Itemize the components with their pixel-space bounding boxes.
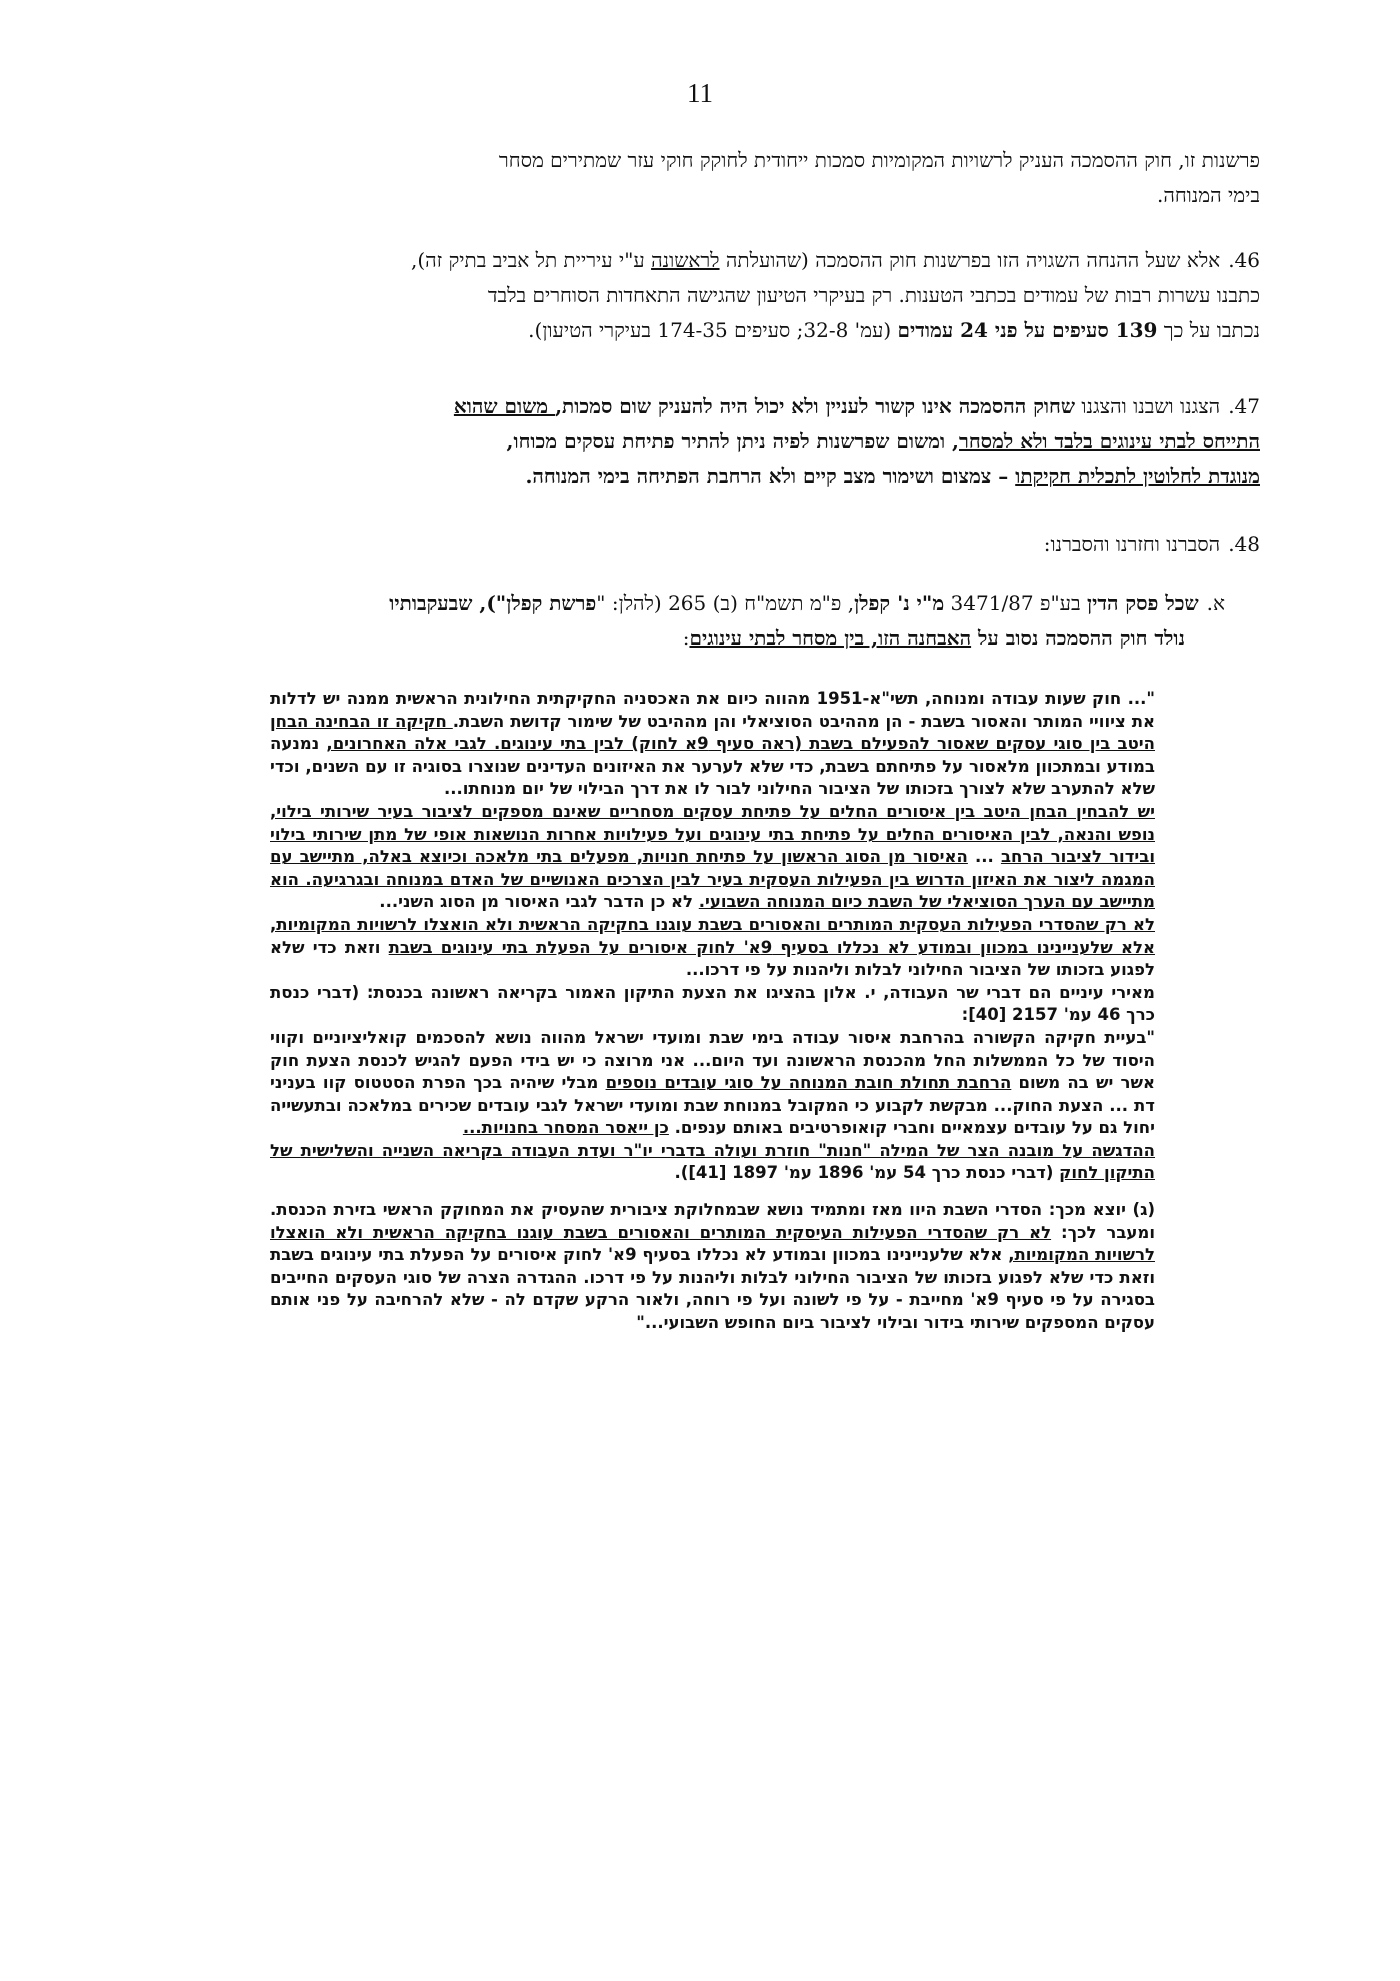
item-aleph-text-2: , פ"מ תשמ"ח (ב) 265 (להלן: "	[596, 591, 855, 615]
quote-paragraph-5	[270, 1027, 1155, 1140]
p47-line-3	[140, 459, 1260, 494]
p47-text-c: – צמצום ושימור מצב קיים ולא הרחבת הפתיחה בימי המנוחה.	[525, 464, 1016, 488]
p47-number: 47.	[1228, 394, 1260, 418]
quote-p5-text-2: מבלי שיהיה בכך הפרת הסטטוס קוו בעניני דת ... הצעת החוק... מבקשת לקבוע כי המקובל במנוחת שבת ומועדי ישראל לגבי עובדים שכירים במלאכה ובתעשייה יחול גם על עובדים עצמאיים וחברי קואופרטיבים באותם ענפים.	[270, 1073, 1155, 1138]
p47-text-b: , ומשום שפרשנות לפיה ניתן להתיר פתיחת עסקים מכוחו,	[506, 429, 960, 453]
p46-text-a-end: ע"י עיריית תל אביב בתיק זה),	[410, 248, 652, 272]
item-aleph-colon: :	[682, 626, 690, 650]
quote-p2-underlined: יש להבחין הבחן היטב בין איסורים החלים על פתיחת עסקים מסחריים שאינם מספקים לציבור בעיר שירותי בילוי, נופש והנאה, לבין האיסורים החלים על פתיחת בתי עינוגים ועל פעילויות אחרות הנושאות אופי של מתן שירותי בילוי ובידור לציבור הרחב	[270, 801, 1156, 867]
p47-line-1	[140, 389, 1260, 424]
quote-p1-underlined-2: לגבי אלה האחרונים,	[326, 734, 494, 754]
p46-text-a: אלא שעל ההנחה השגויה הזו בפרשנות חוק ההסמכה (שהועלתה	[719, 248, 1221, 272]
quote-p3-underlined: לא רק שהסדרי הפעילות העסקית המותרים והאסורים בשבת עוגנו בחקיקה הראשית ולא הואצלו לרשויות המקומיות, אלא שלעניינינו במכוון ובמודע לא נכללו בסעיף 9א' לחוק איסורים על הפעלת בתי עינוגים בשבת	[270, 914, 1155, 957]
quote-p6-text: (דברי כנסת כרך 54 עמ' 1896 עמ' 1897 [41]).	[674, 1163, 1060, 1183]
paragraph-46	[140, 243, 1260, 348]
quote-paragraph-4: מאירי עיניים הם דברי שר העבודה, י. אלון בהציגו את הצעת התיקון האמור בקריאה ראשונה בכנסת: (דברי כנסת כרך 46 עמ' 2157 [40]:	[270, 982, 1155, 1025]
p46-underlined: לראשונה	[651, 248, 720, 272]
item-aleph	[140, 586, 1225, 656]
quote-p2-ellipsis: ...	[967, 847, 1001, 867]
p47-underlined-c: מנוגדת לחלוטין לתכלית חקיקתו	[1015, 464, 1260, 488]
quote-paragraph-2	[270, 801, 1155, 914]
quote-paragraph-1	[270, 688, 1155, 801]
p46-line-2: כתבנו עשרות רבות של עמודים בכתבי הטענות. רק בעיקרי הטיעון שהגישה התאחדות הסוחרים בלבד	[487, 283, 1260, 307]
intro-line-1: פרשנות זו, חוק ההסמכה העניק לרשויות המקומיות סמכות ייחודית לחוקק חוקי עזר שמתירים מסחר	[498, 148, 1260, 172]
quote-p6-underlined: ההדגשה על מובנה הצר של המילה "חנות" חוזרת ועולה בדברי יו"ר ועדת העבודה בקריאה השנייה והשלישית של התיקון לחוק	[270, 1140, 1155, 1183]
p47-line-2	[140, 424, 1260, 459]
item-aleph-text-3: "), שבעקבותיו	[389, 591, 507, 615]
item-aleph-line-1	[140, 586, 1225, 621]
quote-p2-end: לא כן הדבר לגבי האיסור מן הסוג השני...	[379, 892, 699, 912]
quote-p1-text: "... חוק שעות עבודה ומנוחה, תשי"א-1951 מהווה כיום את האכסניה החקיקתית החילונית הראשית ממנה יש לדלות את ציוויי המותר והאסור בשבת - הן מההיבט הסוציאלי והן מההיבט של שימור קדושת השבת.	[270, 689, 1155, 731]
item-aleph-number: א.	[1206, 591, 1225, 615]
quote-p5-underlined: הרחבת תחולת חובת המנוחה על סוגי עובדים נוספים	[605, 1073, 1012, 1093]
quote-p7-underlined: לא רק שהסדרי הפעילות העיסקית המותרים והאסורים בשבת עוגנו בחקיקה הראשית ולא הואצלו לרשויות המקומיות,	[270, 1222, 1155, 1265]
p48-text: הסברנו וחזרנו והסברנו:	[1043, 532, 1221, 556]
quote-p5-underlined-2: כן ייאסר המסחר בחנויות...	[462, 1118, 669, 1138]
quote-p5-text: "בעיית חקיקה הקשורה בהרחבת איסור עבודה בימי שבת ומועדי ישראל מהווה נושא להסכמים קואליציוניים וקווי היסוד של כל הממשלות החל מהכנסת הראשונה ועד היום... אני מרוצה כי יש בידי הפעם להגיש לכנסת הצעת חוק אשר יש בה משום	[270, 1027, 1155, 1093]
quote-p7-text-2: אלא שלעניינינו במכוון ובמודע לא נכללו בסעיף 9א' לחוק איסורים על הפעלת בתי עינוגים בשבת וזאת כדי שלא לפגוע בזכותו של הציבור החילוני לבלות וליהנות על פי דרכו. ההגדרה הצרה של סוגי העסקים החייבים בסגירה על פי סעיף 9א' מחייבת - על פי לשונה ועל פי רוחה, ולאור הרקע שקדם לה - שלא להרחיבה על פני אותם עסקים המספקים שירותי בידור ובילוי לציבור ביום החופש השבועי..."	[270, 1245, 1155, 1333]
p46-text-c-end: (עמ' 32-8; סעיפים 174-35 בעיקרי הטיעון).	[528, 318, 898, 342]
p47-underlined-a: משום שהוא	[453, 394, 556, 418]
paragraph-48	[140, 527, 1260, 562]
intro-paragraph	[140, 143, 1260, 213]
p47-text-a: הצגנו ושבנו והצגנו	[1075, 394, 1221, 418]
item-aleph-line-2	[140, 621, 1225, 656]
quote-p2-underlined-2: האיסור מן הסוג הראשון על פתיחת חנויות, מפעלים בתי מלאכה וכיוצא באלה, מתיישב עם המגמה ליצור את האיזון הדרוש בין הפעילות העסקית בעיר לבין הצרכים האנושיים של האדם במנוחה ובגרגיעה. הוא מתיישב עם הערך הסוציאלי של השבת כיום המנוחה השבועי.	[270, 847, 1155, 912]
item-aleph-underlined: האבחנה הזו, בין מסחר לבתי עינוגים	[689, 626, 972, 650]
p46-line-1	[140, 243, 1260, 278]
item-aleph-text-1: בע"פ 3471/87	[944, 591, 1087, 615]
p48-number: 48.	[1228, 532, 1260, 556]
p46-bold: 139 סעיפים על פני 24 עמודים	[897, 318, 1158, 342]
quote-p1-underlined: חקיקה זו הבחינה הבחן היטב בין סוגי עסקים שאסור להפעילם בשבת (ראה סעיף 9א לחוק) לבין בתי עינוגים.	[270, 711, 1155, 754]
page-number: 11	[687, 78, 713, 108]
item-aleph-bold-2: מ"י נ' קפלן	[854, 591, 945, 615]
paragraph-47	[140, 389, 1260, 494]
p46-number: 46.	[1228, 248, 1260, 272]
item-aleph-bold-4: נולד חוק ההסמכה נסוב על	[971, 626, 1185, 650]
p46-line-3	[140, 313, 1260, 348]
quote-p7-text: (ג) יוצא מכך: הסדרי השבת היוו מאז ומתמיד נושא שבמחלוקת ציבורית שהעסיק את המחוקק הראשי בזירת הכנסת. ומעבר לכך:	[270, 1200, 1155, 1242]
quote-paragraph-6	[270, 1140, 1155, 1185]
item-aleph-bold-3: פרשת קפלן	[506, 591, 597, 615]
quote-paragraph-7	[270, 1199, 1155, 1335]
quote-p3-text: וזאת כדי שלא לפגוע בזכותו של הציבור החילוני לבלות וליהנות על פי דרכו...	[270, 937, 1155, 980]
quote-p1-cont: נמנעה במודע ובמתכוון מלאסור על פתיחתם בשבת, כדי שלא לערער את האיזונים העדינים שנוצרו בסוגיה זו עם השנים, וכדי שלא להתערב שלא לצורך בזכותו של הציבור החילוני לבור לו את דרך הבילוי של יום מנוחתו...	[270, 734, 1155, 799]
judgment-quote	[270, 688, 1155, 1335]
intro-line-2: בימי המנוחה.	[1156, 183, 1260, 207]
p46-text-c: נכתבו על כך	[1157, 318, 1260, 342]
quote-paragraph-3	[270, 914, 1155, 982]
item-aleph-bold-1: שכל פסק הדין	[1087, 591, 1199, 615]
p47-underlined-b: התייחס לבתי עינוגים בלבד ולא למסחר	[959, 429, 1260, 453]
p47-bold: שחוק ההסמכה אינו קשור לעניין ולא יכול היה להעניק שום סמכות,	[555, 394, 1076, 418]
